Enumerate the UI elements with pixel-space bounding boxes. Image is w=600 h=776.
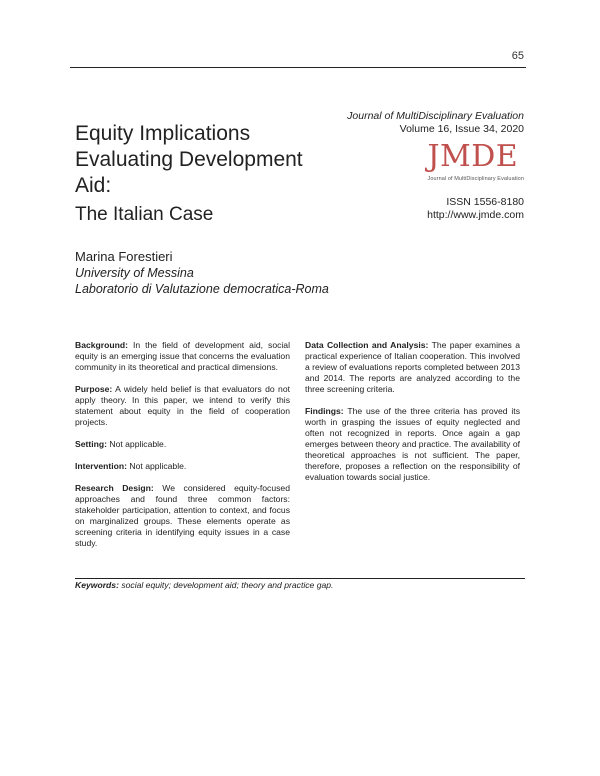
section-text: The paper examines a practical experience of Italian cooperation. This involved a review of evaluations reports completed between 2013 and 2014. The reports are analyzed according to the three screening criteria. <box>305 340 520 394</box>
header-rule <box>70 67 526 68</box>
keywords-text: social equity; development aid; theory and practice gap. <box>118 580 334 590</box>
abstract-intervention <box>75 461 290 472</box>
article-subtitle: The Italian Case <box>75 204 214 225</box>
journal-info <box>324 110 524 222</box>
journal-volume-issue: Volume 16, Issue 34, 2020 <box>399 123 524 135</box>
section-text: In the field of development aid, social equity is an emerging issue that concerns the evaluation community in its theoretical and practical dimensions. <box>75 340 290 372</box>
logo-text: JMDE <box>427 139 519 174</box>
article-title-block <box>75 121 335 227</box>
title-line-2: Evaluating Development <box>75 148 303 171</box>
logo-subtext: Journal of MultiDisciplinary Evaluation <box>427 176 524 182</box>
section-label: Research Design: <box>75 483 154 493</box>
journal-name: Journal of MultiDisciplinary Evaluation <box>347 110 524 122</box>
section-text: Not applicable. <box>106 439 167 449</box>
section-text: Not applicable. <box>127 461 187 471</box>
page-number: 65 <box>511 50 524 62</box>
abstract-findings <box>305 406 520 483</box>
abstract-left-column <box>75 340 290 560</box>
section-label: Setting: <box>75 439 107 449</box>
affiliation: University of Messina <box>75 266 194 280</box>
section-label: Data Collection and Analysis: <box>305 340 429 350</box>
title-line-1: Equity Implications <box>75 122 251 145</box>
abstract-right-column <box>305 340 520 494</box>
author-name: Marina Forestieri <box>75 249 173 264</box>
section-label: Background: <box>75 340 128 350</box>
journal-url[interactable]: http://www.jmde.com <box>427 209 524 221</box>
section-label: Intervention: <box>75 461 128 471</box>
abstract-research-design <box>75 483 290 549</box>
keywords <box>75 578 525 591</box>
abstract-background <box>75 340 290 373</box>
abstract-purpose <box>75 384 290 428</box>
section-text: A widely held belief is that evaluators do not apply theory. In this paper, we intend to verify this statement about equity in the field of cooperation projects. <box>75 384 290 427</box>
section-text: We considered equity-focused approaches and found three common factors: stakeholder participation, attention to context, and focus on marginalized groups. These elements operate as screening criteria in identifying equity issues in a case study. <box>75 483 290 548</box>
section-label: Purpose: <box>75 384 113 394</box>
title-line-3: Aid: <box>75 174 112 197</box>
affiliation: Laboratorio di Valutazione democratica-Roma <box>75 282 329 296</box>
author-block <box>75 249 329 297</box>
section-text: The use of the three criteria has proved its worth in grasping the issues of equity neglected and often not recognized in reports. Once again a gap emerges between theory and practice. The availability of theoretical approaches is not sufficient. The paper, therefore, proposes a reflection on the responsibility of evaluation towards social justice. <box>305 406 520 482</box>
abstract-data-collection <box>305 340 520 395</box>
issn: ISSN 1556-8180 <box>446 196 524 208</box>
abstract-setting <box>75 439 290 450</box>
jmde-logo <box>427 139 524 186</box>
keywords-label: Keywords: <box>75 580 119 590</box>
section-label: Findings: <box>305 406 344 416</box>
